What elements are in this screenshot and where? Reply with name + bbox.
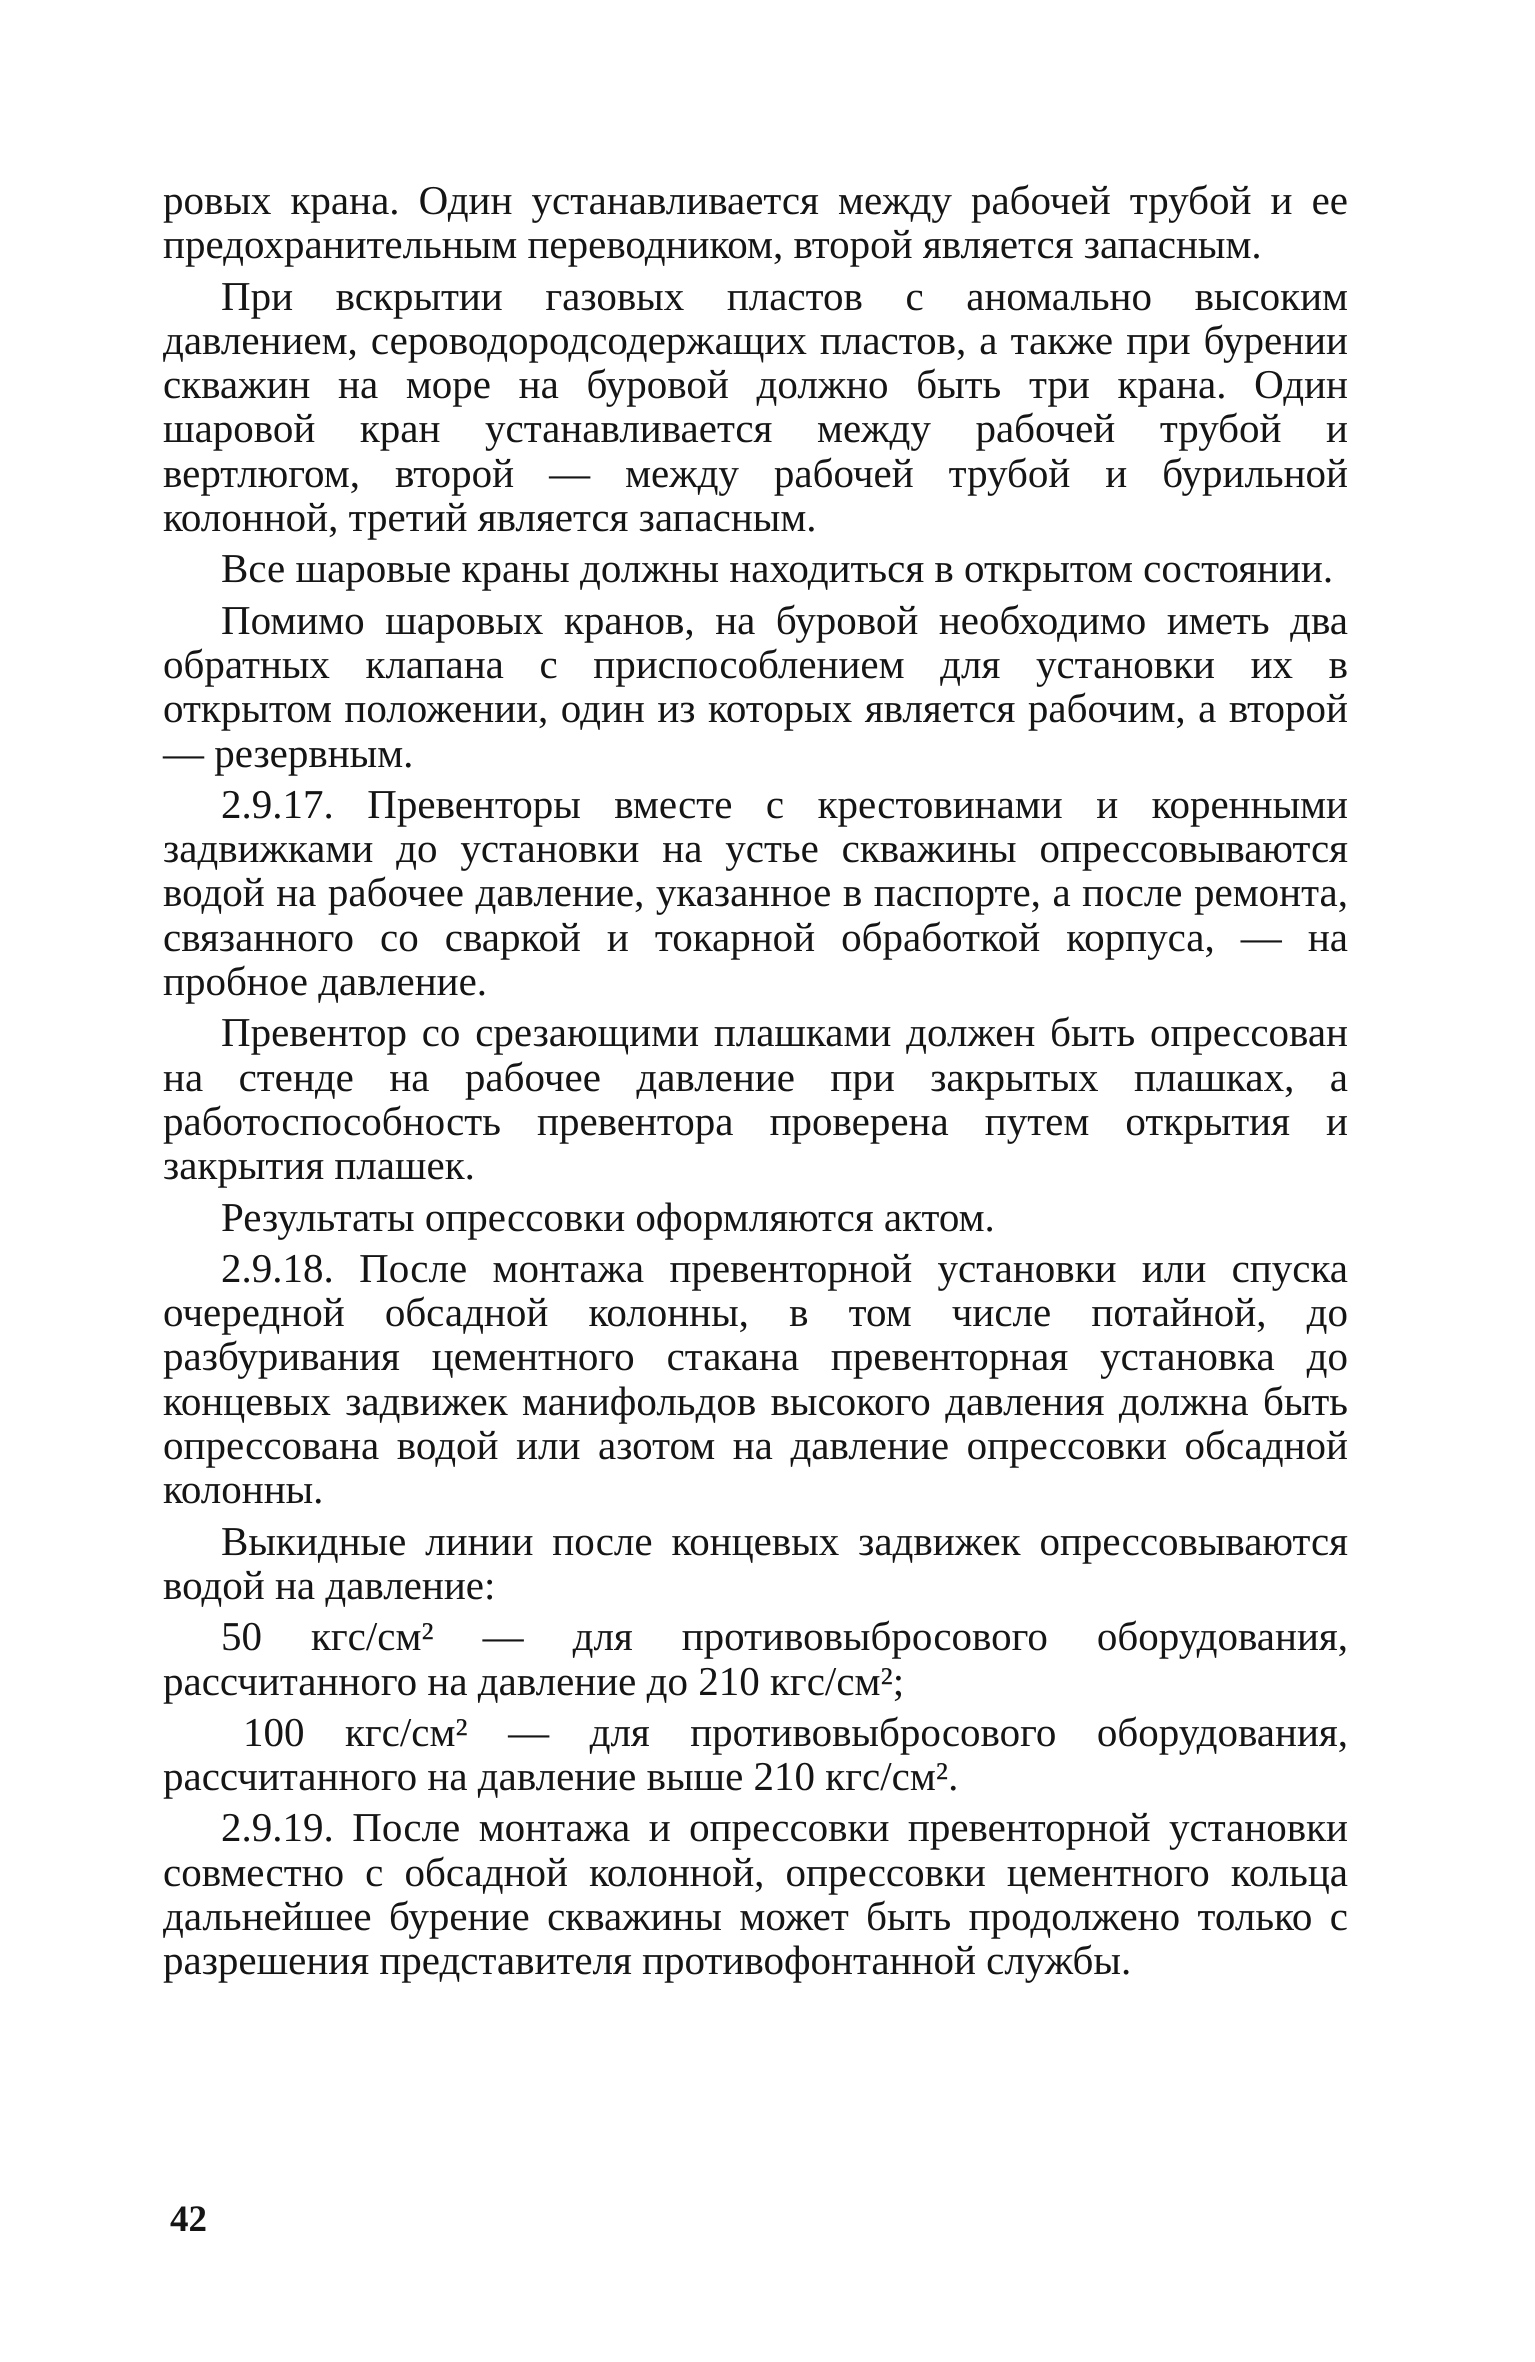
paragraph-section-2-9-18: 2.9.18. После монтажа превенторной установки или спуска очередной обсадной колонны, в том числе потайной, до разбуривания цементного стакана превенторная установка до концевых задвижек манифольдов высокого давления должна быть опрессована водой или азотом на давление опрессовки обсадной колонны.	[163, 1244, 1348, 1513]
paragraph-flow-lines: Выкидные линии после концевых задвижек опрессовываются водой на давление:	[163, 1517, 1348, 1608]
paragraph-section-2-9-17: 2.9.17. Превенторы вместе с крестовинами и коренными задвижками до установки на устье скважины опрессовываются водой на рабочее давление, указанное в паспорте, а после ремонта, связанного со сваркой и токарной обработкой корпуса, — на пробное давление.	[163, 780, 1348, 1005]
paragraph-pressure-100: 100 кгс/см² — для противовыбросового оборудования, рассчитанного на давление выше 210 кгс/см².	[163, 1708, 1348, 1800]
paragraph-check-valves: Помимо шаровых кранов, на буровой необходимо иметь два обратных клапана с приспособлением для установки их в открытом положении, один из которых является рабочим, а второй — резервным.	[163, 596, 1348, 776]
paragraph-shear-ram-preventer: Превентор со срезающими плашками должен быть опрессован на стенде на рабочее давление при закрытых плашках, а работоспособность превентора проверена путем открытия и закрытия плашек.	[163, 1009, 1348, 1189]
paragraph-pressure-50: 50 кгс/см² — для противовыбросового оборудования, рассчитанного на давление до 210 кгс/см²;	[163, 1613, 1348, 1704]
paragraph-test-results: Результаты опрессовки оформляются актом.	[221, 1193, 995, 1240]
paragraph-section-2-9-19: 2.9.19. После монтажа и опрессовки превенторной установки совместно с обсадной колонной, опрессовки цементного кольца дальнейшее бурение скважины может быть продолжено только с разрешения представителя противофонтанной службы.	[163, 1804, 1348, 1984]
paragraph-ball-valves-continuation: ровых крана. Один устанавливается между рабочей трубой и ее предохранительным переводником, второй является запасным.	[163, 177, 1348, 268]
page-number: 42	[170, 2199, 207, 2240]
body-text	[163, 178, 1348, 1983]
paragraph-valves-open: Все шаровые краны должны находиться в открытом состоянии.	[221, 545, 1334, 592]
paragraph-three-valves: При вскрытии газовых пластов с аномально высоким давлением, сероводородсодержащих пластов, а также при бурении скважин на море на буровой должно быть три крана. Один шаровой кран устанавливается между рабочей трубой и вертлюгом, второй — между рабочей трубой и бурильной колонной, третий является запасным.	[163, 272, 1348, 541]
